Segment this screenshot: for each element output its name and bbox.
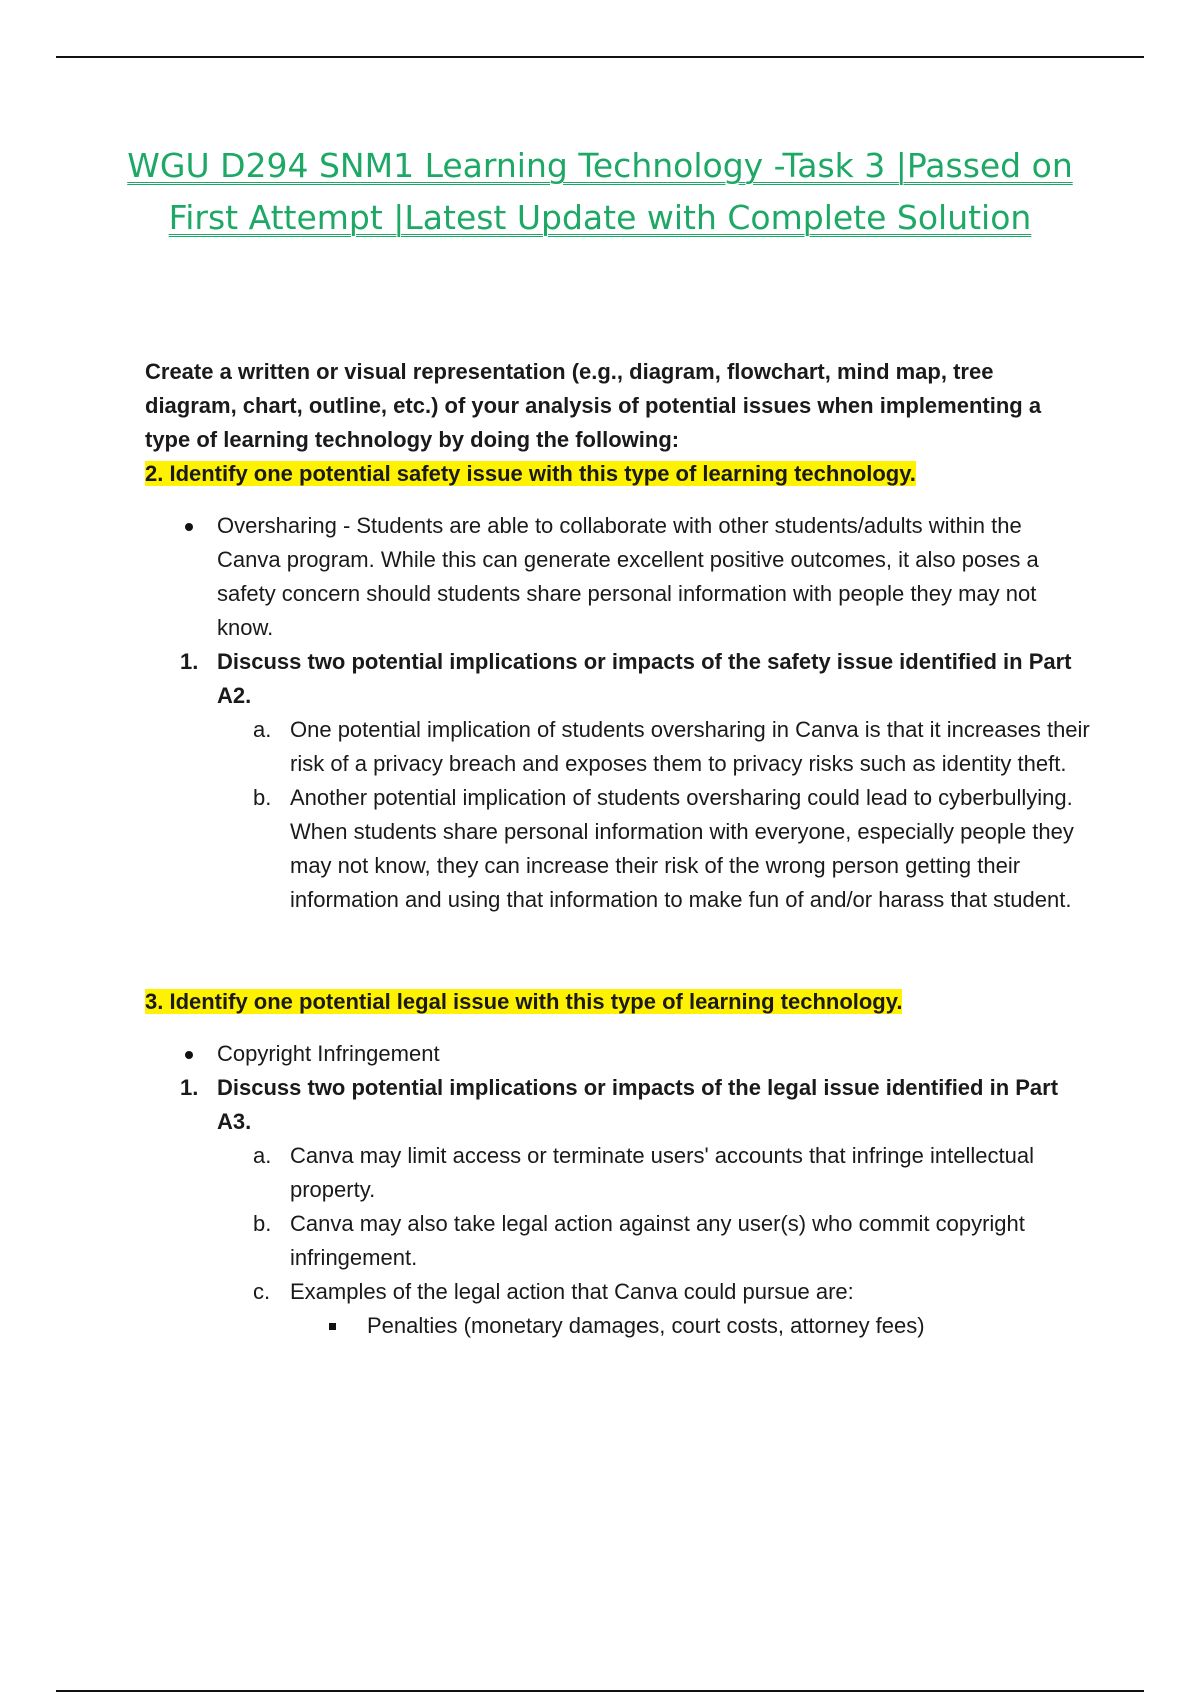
sub-bullet-item: Penalties (monetary damages, court costs, attorney fees) — [145, 1309, 1090, 1343]
document-body — [145, 355, 1090, 1343]
top-rule — [56, 56, 1144, 58]
bullet-icon — [185, 1051, 193, 1059]
section3-bullet: Copyright Infringement — [145, 1037, 1090, 1071]
list-item: a. Canva may limit access or terminate users' accounts that infringe intellectual property. — [253, 1143, 1034, 1202]
list-item: a. One potential implication of students oversharing in Canva is that it increases their risk of a privacy breach and exposes them to privacy risks such as identity theft. — [253, 717, 1090, 776]
section2-heading: 2. Identify one potential safety issue with this type of learning technology. — [145, 461, 916, 486]
list-item: b. Canva may also take legal action against any user(s) who commit copyright infringement. — [253, 1211, 1025, 1270]
bottom-rule — [56, 1690, 1144, 1692]
list-item: b. Another potential implication of students oversharing could lead to cyberbullying. When students share personal information with everyone, especially people they may not know, they can increase their risk of the wrong person getting their information and using that information to make fun of and/or harass that student. — [253, 785, 1074, 912]
document-title: WGU D294 SNM1 Learning Technology -Task 3 |Passed on First Attempt |Latest Update with Complete Solution — [127, 146, 1073, 237]
section3-subheading: 1. Discuss two potential implications or impacts of the legal issue identified in Part A3. — [180, 1075, 1059, 1134]
section2-subheading: 1. Discuss two potential implications or impacts of the safety issue identified in Part A2. — [180, 649, 1072, 708]
bullet-icon — [185, 523, 193, 531]
section3-heading: 3. Identify one potential legal issue with this type of learning technology. — [145, 989, 903, 1014]
section2-bullet: Oversharing - Students are able to collaborate with other students/adults within the Canva program. While this can generate excellent positive outcomes, it also poses a safety concern should students share personal information with people they may not know. — [145, 509, 1090, 645]
list-item: c. Examples of the legal action that Canva could pursue are: — [253, 1279, 854, 1304]
square-bullet-icon — [329, 1323, 336, 1330]
intro-paragraph: Create a written or visual representation (e.g., diagram, flowchart, mind map, tree diagram, chart, outline, etc.) of your analysis of potential issues when implementing a type of learning technology by doing the following: — [145, 359, 1042, 452]
